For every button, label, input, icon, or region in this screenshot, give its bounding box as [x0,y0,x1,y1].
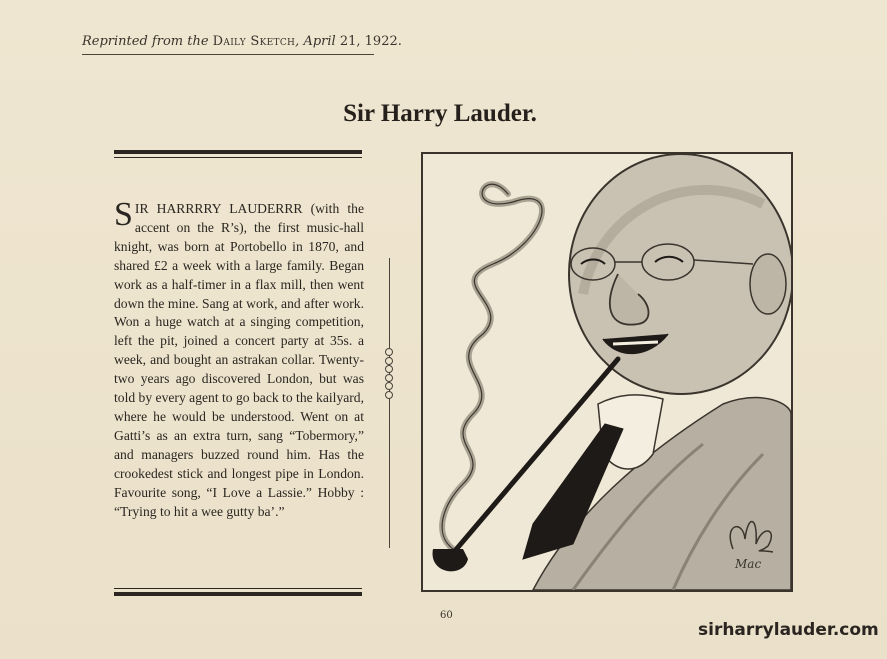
page-number: 60 [440,610,453,621]
top-double-rule [114,150,362,158]
publication-name: Daily Sketch [212,34,296,49]
reprint-month: April [303,34,336,49]
column-divider [389,258,390,548]
reprint-line: Reprinted from the Daily Sketch, April 21, 1922. [82,34,374,55]
reprint-date: 21, 1922. [339,34,402,49]
article-title: Sir Harry Lauder. [343,100,537,127]
article-first-words: IR HARRRRY LAUDERRR (with [134,201,340,216]
divider-ornament [385,348,393,399]
bottom-double-rule [114,588,362,596]
watermark: sirharrylauder.com [698,620,879,640]
caricature-frame [421,152,793,592]
drop-cap: S [114,196,133,233]
reprint-prefix: Reprinted from the [82,34,209,49]
artist-signature: Mac [735,557,762,571]
article-text: the accent on the R’s), the first music-hall knight, was born at Portobello in 1870, and shared £2 a week with a large family. Began work as a half-timer in a flax mill, then went down the mine. Sang at work, and after work. Won a huge watch at a singing competition, left the pit, joined a concert party at 35s. a week, and bought an astrakan collar. Twenty-two years ago discovered London, but was told by every agent to go back to the kailyard, where he would be understood. Went on at Gatti’s as an extra turn, sang “Tobermory,” and managers buzzed round him. Has the crookedest stick and longest pipe in London. Favourite song, “I Love a Lassie.” Hobby : “Trying to hit a wee gutty ba’.” [114,201,364,519]
article-body [114,196,364,521]
caricature-illustration [423,154,791,590]
